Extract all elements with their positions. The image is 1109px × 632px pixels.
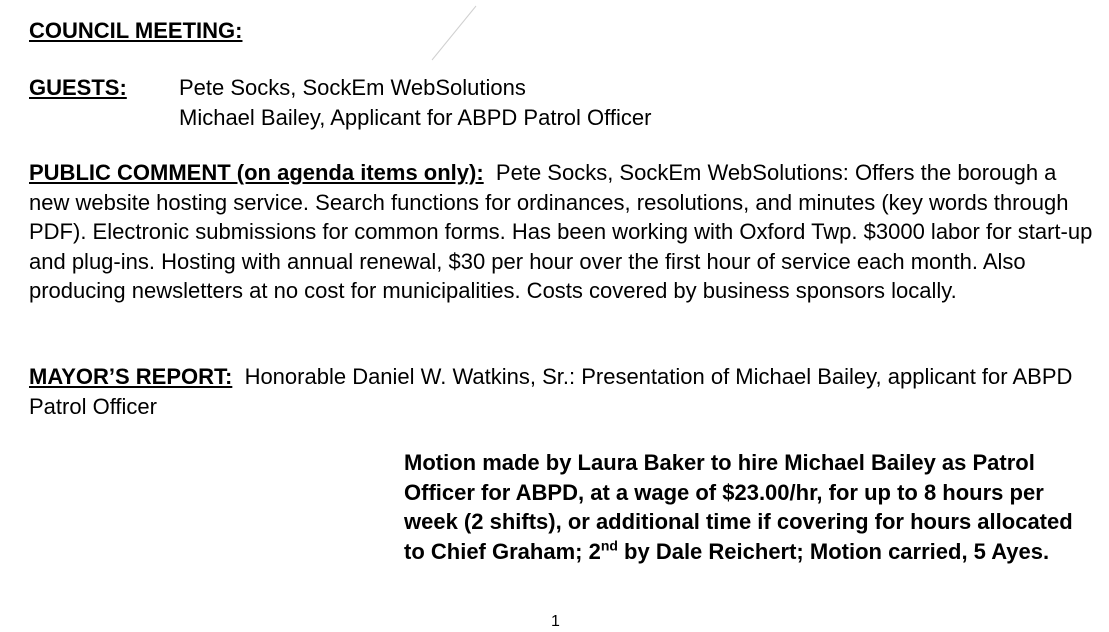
public-comment-body: Pete Socks, SockEm WebSolutions: Offers the borough a new website hosting service. Search functions for ordinances, resolutions, and minutes (key words through PDF). Electronic submissions for common forms. Has been working with Oxford Twp. $3000 labor for start-up and plug-ins. Hosting with annual renewal, $30 per hour over the first hour of service each month. Also producing newsletters at no cost for municipalities. Costs covered by business sponsors locally. <box>29 160 1093 303</box>
motion-text-before: Motion made by Laura Baker to hire Michael Bailey as Patrol Officer for ABPD, at a wage of $23.00/hr, for up to 8 hours per week (2 shifts), or additional time if covering for hours allocated to Chief Graham; 2 <box>404 450 1073 564</box>
mayors-report-section <box>29 362 1094 421</box>
motion-text-after: by Dale Reichert; Motion carried, 5 Ayes. <box>617 538 1050 564</box>
council-meeting-heading: COUNCIL MEETING: <box>29 18 243 43</box>
guest-item-michael-bailey: Michael Bailey, Applicant for ABPD Patrol Officer <box>179 104 652 130</box>
page-number: 1 <box>551 613 560 630</box>
public-comment-section <box>29 158 1094 306</box>
guests-heading: GUESTS: <box>29 75 127 100</box>
public-comment-heading: PUBLIC COMMENT (on agenda items only): <box>29 160 484 185</box>
mayors-report-body: Honorable Daniel W. Watkins, Sr.: Presentation of Michael Bailey, applicant for ABPD Patrol Officer <box>29 364 1073 419</box>
motion-superscript: nd <box>600 537 618 554</box>
mayors-report-heading: MAYOR’S REPORT: <box>29 364 233 389</box>
motion-block <box>404 448 1094 566</box>
scan-artifact-stroke <box>432 6 476 60</box>
guest-item-pete-socks: Pete Socks, SockEm WebSolutions <box>179 75 526 100</box>
